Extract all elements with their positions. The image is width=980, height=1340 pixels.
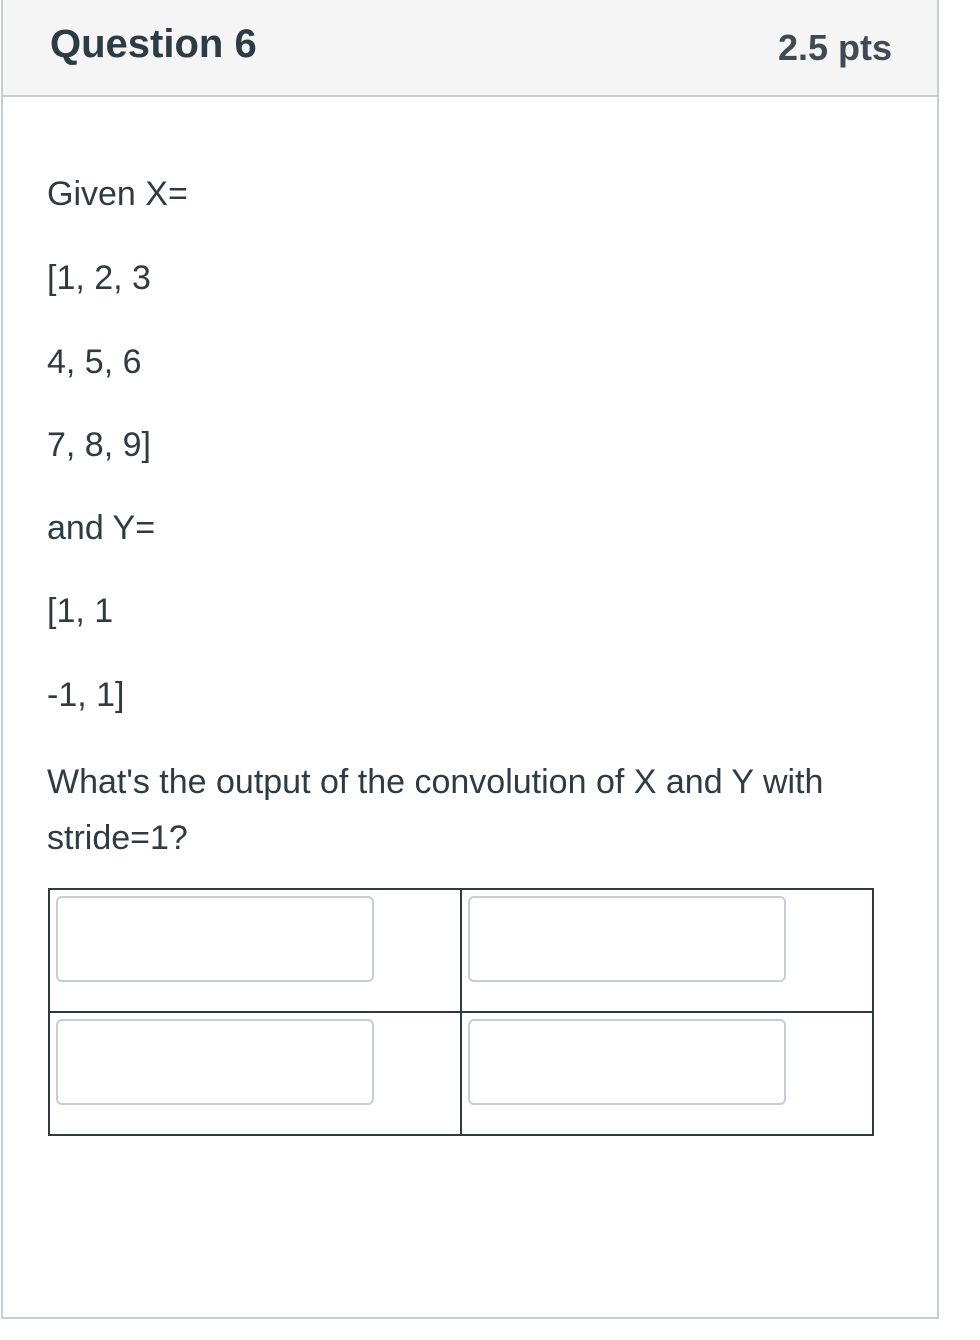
question-text-line: and Y= [47,509,156,547]
answer-grid-cell [461,889,873,1012]
question-prompt: What's the output of the convolution of X and Y with stride=1? [47,763,824,857]
answer-input-r1c1[interactable] [56,896,374,982]
answer-grid-row [49,1012,873,1135]
answer-grid-cell [461,1012,873,1135]
question-text-line: -1, 1] [47,676,125,714]
answer-input-r2c2[interactable] [468,1019,786,1105]
answer-grid-row [49,889,873,1012]
question-text-line: Given X= [47,175,188,213]
answer-grid-cell [49,1012,461,1135]
question-text-line: 4, 5, 6 [47,343,142,381]
answer-grid-cell [49,889,461,1012]
answer-grid [48,888,874,1136]
question-text-line: 7, 8, 9] [47,426,151,464]
question-header [3,0,937,97]
answer-input-r2c1[interactable] [56,1019,374,1105]
answer-input-r1c2[interactable] [468,896,786,982]
question-title: Question 6 [50,22,257,66]
question-text-line: [1, 1 [47,592,114,630]
question-text-line: [1, 2, 3 [47,259,151,297]
question-points: 2.5 pts [777,27,892,68]
